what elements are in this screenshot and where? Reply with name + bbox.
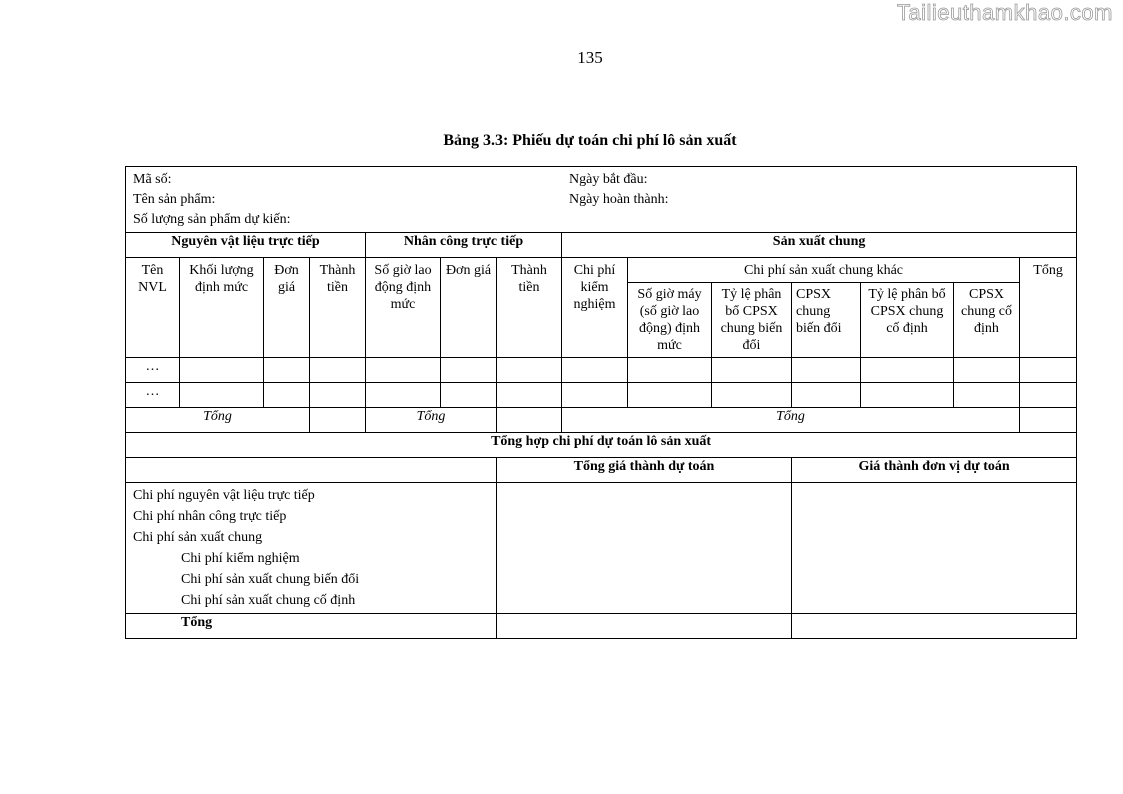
header-ty-le-co-dinh: Tỷ lệ phân bổ CPSX chung cố định <box>861 283 954 358</box>
summary-body-row <box>126 483 1077 614</box>
header-so-gio-may: Số giờ máy (số giờ lao động) định mức <box>628 283 712 358</box>
table-title: Bảng 3.3: Phiếu dự toán chi phí lô sản xuất <box>443 132 737 149</box>
summary-total-row <box>126 614 1077 639</box>
group-sxc: Sản xuất chung <box>562 233 1077 258</box>
summary-title: Tổng hợp chi phí dự toán lô sản xuất <box>126 433 1077 458</box>
header-tong-sxc: Tổng <box>1020 258 1077 358</box>
ellipsis-cell: … <box>126 358 180 383</box>
summary-item: Chi phí nguyên vật liệu trực tiếp <box>133 488 315 503</box>
header-don-gia-nc: Đơn giá <box>441 258 497 358</box>
page-number: 135 <box>577 48 603 67</box>
header-don-gia-nvl: Đơn giá <box>264 258 310 358</box>
so-luong-label: Số lượng sản phẩm dự kiến: <box>133 212 291 227</box>
summary-col-total: Tổng giá thành dự toán <box>497 458 792 483</box>
tong-nc: Tổng <box>366 408 497 433</box>
summary-item: Chi phí nhân công trực tiếp <box>133 509 287 524</box>
ngay-hoan-thanh-label: Ngày hoàn thành: <box>569 192 669 207</box>
header-cpsx-bien-doi: CPSX chung biến đổi <box>792 283 861 358</box>
ellipsis-cell: … <box>126 383 180 408</box>
summary-total-label: Tổng <box>126 614 497 639</box>
total-row <box>126 408 1077 433</box>
watermark: Tailieuthamkhao.com <box>896 0 1113 25</box>
summary-col-unit: Giá thành đơn vị dự toán <box>792 458 1077 483</box>
header-ty-le-bien-doi: Tỷ lệ phân bổ CPSX chung biến đổi <box>712 283 792 358</box>
group-header-row <box>126 233 1077 258</box>
summary-sub-item: Chi phí sản xuất chung biến đổi <box>181 572 360 587</box>
header-ten-nvl: Tên NVL <box>126 258 180 358</box>
table-row <box>126 358 1077 383</box>
header-thanh-tien-nvl: Thành tiền <box>310 258 366 358</box>
header-chi-phi-kiem-nghiem: Chi phí kiểm nghiệm <box>562 258 628 358</box>
cost-estimate-table <box>125 166 1077 639</box>
tong-nvl: Tổng <box>126 408 310 433</box>
table-row <box>126 383 1077 408</box>
group-nvl: Nguyên vật liệu trực tiếp <box>126 233 366 258</box>
summary-item: Chi phí sản xuất chung <box>133 530 263 545</box>
header-khoi-luong: Khối lượng định mức <box>180 258 264 358</box>
group-nc: Nhân công trực tiếp <box>366 233 562 258</box>
tong-sxc: Tổng <box>562 408 1020 433</box>
header-cpsx-co-dinh: CPSX chung cố định <box>954 283 1020 358</box>
header-thanh-tien-nc: Thành tiền <box>497 258 562 358</box>
header-so-gio-lao-dong: Số giờ lao động định mức <box>366 258 441 358</box>
ngay-bat-dau-label: Ngày bắt đầu: <box>569 172 648 187</box>
ten-san-pham-label: Tên sản phẩm: <box>133 192 216 207</box>
summary-header-row <box>126 458 1077 483</box>
column-header-row-1 <box>126 258 1077 283</box>
ma-so-label: Mã số: <box>133 172 172 187</box>
summary-sub-item: Chi phí sản xuất chung cố định <box>181 593 356 608</box>
summary-title-row <box>126 433 1077 458</box>
header-chi-phi-khac: Chi phí sản xuất chung khác <box>628 258 1020 283</box>
summary-sub-item: Chi phí kiểm nghiệm <box>181 551 300 566</box>
info-row <box>126 167 1077 233</box>
